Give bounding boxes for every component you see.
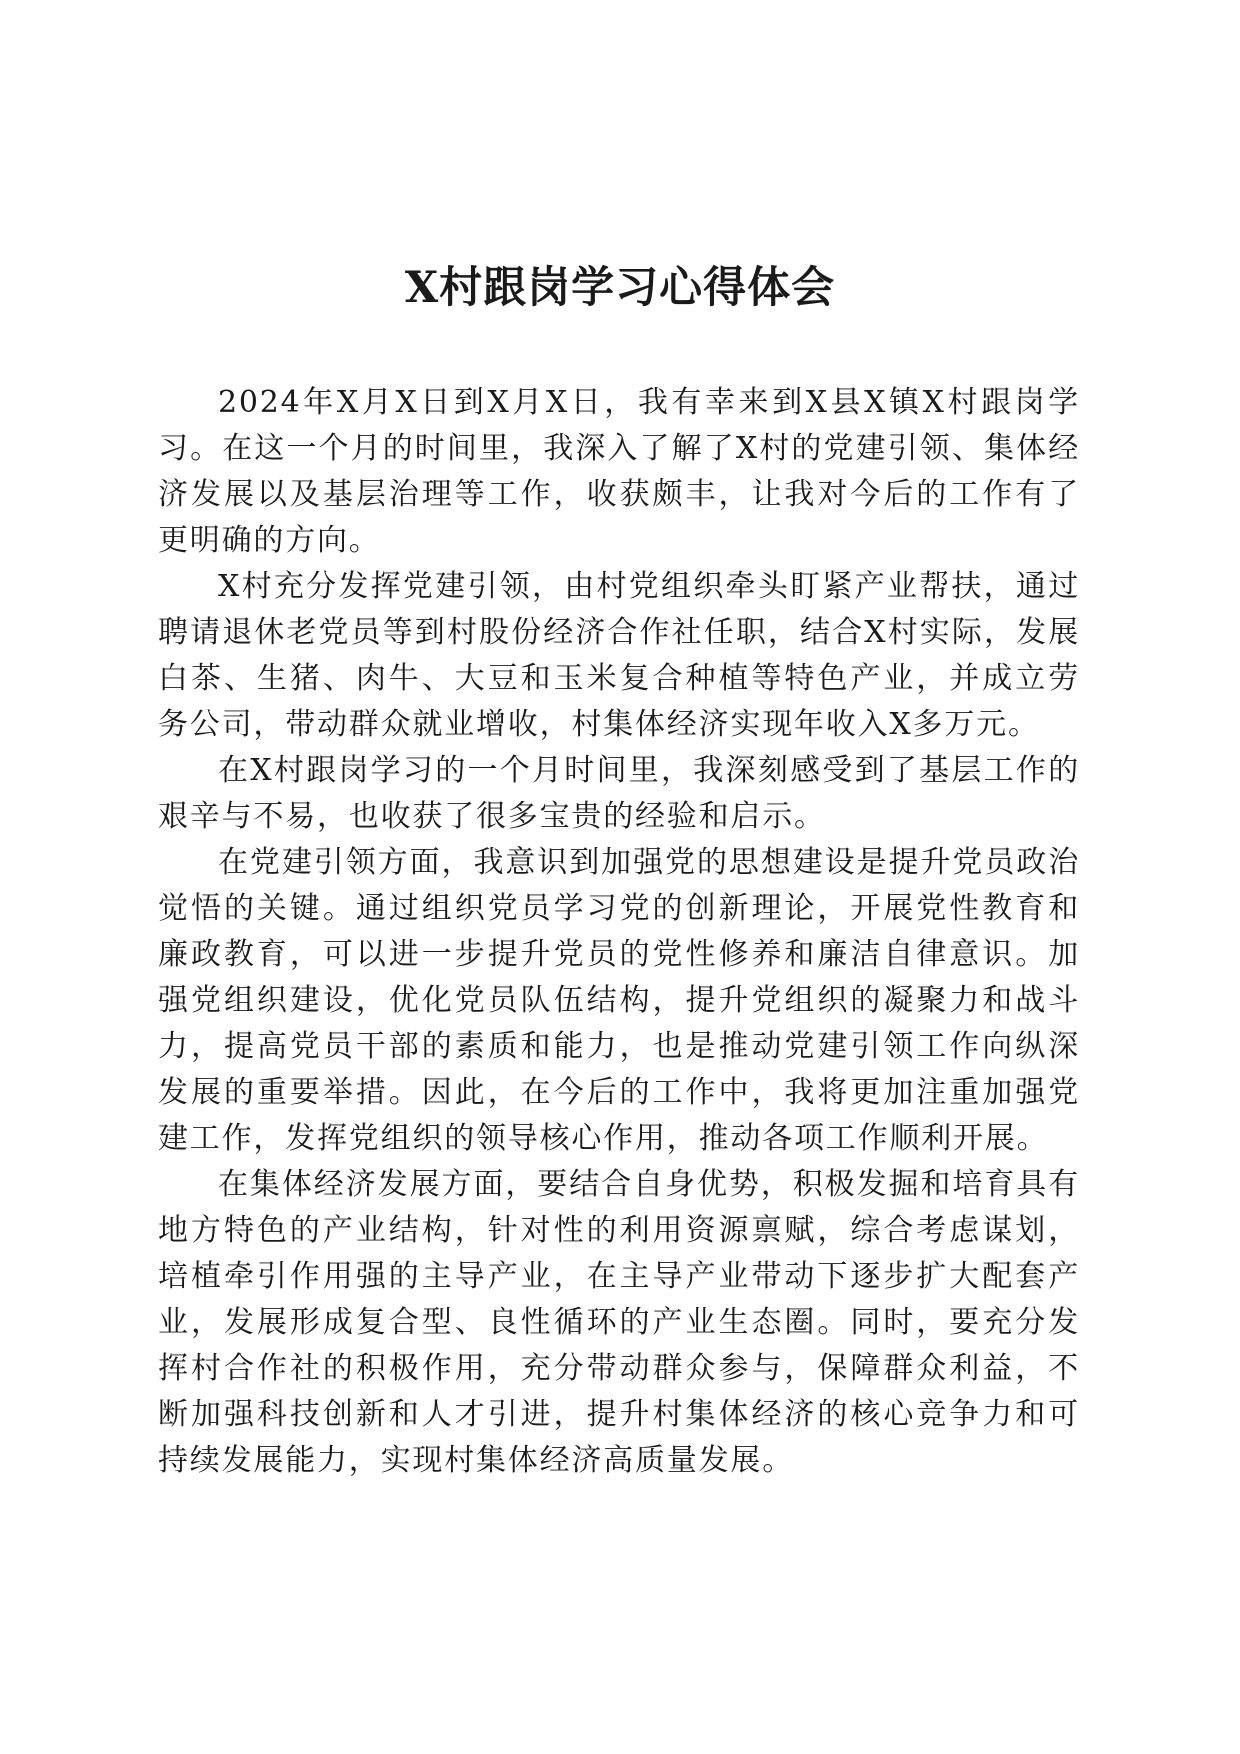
- paragraph-experience: 在X村跟岗学习的一个月时间里，我深刻感受到了基层工作的艰辛与不易，也收获了很多宝贵的经验和启示。: [158, 753, 1080, 834]
- document-body: [158, 380, 1080, 1484]
- paragraph-village-overview: X村充分发挥党建引领，由村党组织牵头盯紧产业帮扶，通过聘请退休老党员等到村股份经济合作社任职，结合X村实际，发展白茶、生猪、肉牛、大豆和玉米复合种植等特色产业，并成立劳务公司，带动群众就业增收，村集体经济实现年收入X多万元。: [158, 569, 1080, 742]
- paragraph-intro: 2024年X月X日到X月X日，我有幸来到X县X镇X村跟岗学习。在这一个月的时间里，我深入了解了X村的党建引领、集体经济发展以及基层治理等工作，收获颇丰，让我对今后的工作有了更明确的方向。: [158, 385, 1080, 558]
- document-title: X村跟岗学习心得体会: [404, 263, 836, 313]
- paragraph-party-building: 在党建引领方面，我意识到加强党的思想建设是提升党员政治觉悟的关键。通过组织党员学习党的创新理论，开展党性教育和廉政教育，可以进一步提升党员的党性修养和廉洁自律意识。加强党组织建设，优化党员队伍结构，提升党组织的凝聚力和战斗力，提高党员干部的素质和能力，也是推动党建引领工作向纵深发展的重要举措。因此，在今后的工作中，我将更加注重加强党建工作，发挥党组织的领导核心作用，推动各项工作顺利开展。: [158, 845, 1080, 1156]
- paragraph-collective-economy: 在集体经济发展方面，要结合自身优势，积极发掘和培育具有地方特色的产业结构，针对性的利用资源禀赋，综合考虑谋划，培植牵引作用强的主导产业，在主导产业带动下逐步扩大配套产业，发展形成复合型、良性循环的产业生态圈。同时，要充分发挥村合作社的积极作用，充分带动群众参与，保障群众利益，不断加强科技创新和人才引进，提升村集体经济的核心竞争力和可持续发展能力，实现村集体经济高质量发展。: [158, 1167, 1080, 1478]
